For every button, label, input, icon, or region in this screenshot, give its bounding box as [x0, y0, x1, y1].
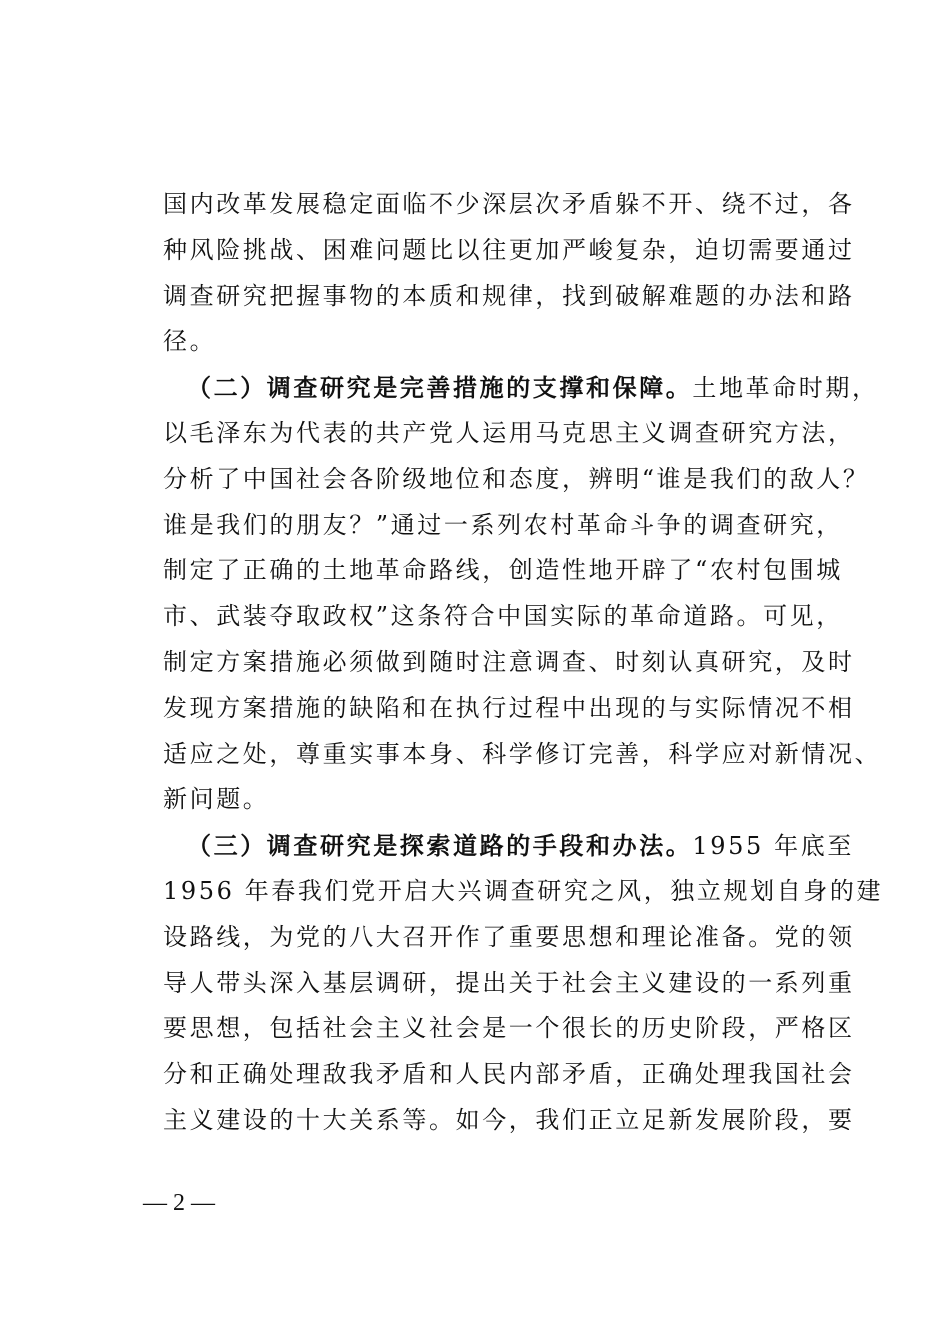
section-three-first-line [163, 823, 854, 869]
body-line: 制定了正确的土地革命路线，创造性地开辟了“农村包围城 [163, 556, 843, 585]
section-heading-three: （三）调查研究是探索道路的手段和办法。 [187, 831, 693, 861]
body-text-run: 土地革命时期， [692, 374, 879, 403]
body-line: 谁是我们的朋友？”通过一系列农村革命斗争的调查研究， [163, 510, 843, 539]
section-heading-two: （二）调查研究是完善措施的支撑和保障。 [187, 373, 693, 403]
body-line: 适应之处，尊重实事本身、科学修订完善，科学应对新情况、 [163, 739, 882, 768]
body-text-run: 1955 年底至 [692, 832, 854, 861]
body-line: 主义建设的十大关系等。如今，我们正立足新发展阶段，要 [163, 1105, 855, 1134]
document-body [163, 182, 884, 1144]
body-line: 径。 [163, 327, 217, 356]
body-line: 种风险挑战、困难问题比以往更加严峻复杂，迫切需要通过 [163, 235, 855, 264]
body-line: 分和正确处理敌我矛盾和人民内部矛盾，正确处理我国社会 [163, 1060, 855, 1089]
body-line: 导人带头深入基层调研，提出关于社会主义建设的一系列重 [163, 968, 855, 997]
body-line: 设路线，为党的八大召开作了重要思想和理论准备。党的领 [163, 922, 855, 951]
body-line: 以毛泽东为代表的共产党人运用马克思主义调查研究方法， [163, 418, 855, 447]
body-line: 1956 年春我们党开启大兴调查研究之风，独立规划自身的建 [163, 876, 884, 905]
body-line: 发现方案措施的缺陷和在执行过程中出现的与实际情况不相 [163, 693, 855, 722]
body-line: 市、武装夺取政权”这条符合中国实际的革命道路。可见， [163, 602, 843, 631]
page-number: — 2 — [143, 1190, 215, 1216]
body-line: 新问题。 [163, 785, 270, 814]
section-two-first-line [163, 365, 879, 411]
body-line: 制定方案措施必须做到随时注意调查、时刻认真研究，及时 [163, 647, 855, 676]
body-line: 分析了中国社会各阶级地位和态度，辨明“谁是我们的敌人？ [163, 464, 870, 493]
body-line: 调查研究把握事物的本质和规律，找到破解难题的办法和路 [163, 281, 855, 310]
body-line: 要思想，包括社会主义社会是一个很长的历史阶段，严格区 [163, 1014, 855, 1043]
body-line: 国内改革发展稳定面临不少深层次矛盾躲不开、绕不过，各 [163, 190, 855, 218]
